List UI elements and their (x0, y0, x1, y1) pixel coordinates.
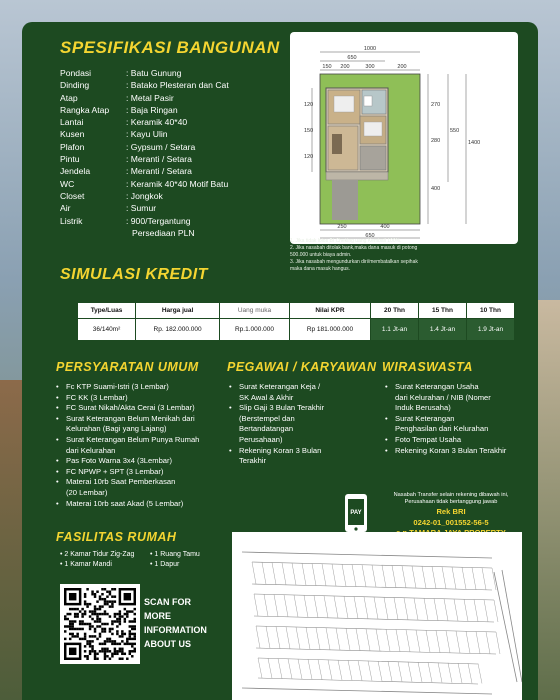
spec-key: Listrik (60, 215, 83, 226)
bank-name: Rek BRI (436, 506, 466, 516)
qr-code-icon (64, 588, 136, 660)
credit-table (77, 302, 515, 341)
col-harga: Harga jual (136, 303, 220, 319)
simulasi-title: SIMULASI KREDIT (60, 266, 208, 283)
col-uang-muka: Uang muka (220, 303, 290, 319)
scan-line: MORE (144, 611, 171, 621)
bank-note-2: Perusahaan tidak bertanggung jawab (404, 499, 498, 506)
spec-row (60, 165, 290, 177)
pay-phone-icon (342, 490, 372, 536)
spec-key (60, 227, 126, 239)
cell-harga: Rp. 182.000.000 (136, 319, 220, 341)
terms-notes (290, 238, 518, 273)
dim-bottom-2: 400 (380, 224, 390, 230)
carport (332, 180, 358, 220)
note-line: 2. Jika nasabah ditolak bank,maka dana masuk di potong (290, 245, 418, 251)
spec-key: Pondasi (60, 68, 92, 78)
dim-top-total: 1000 (363, 46, 377, 52)
scan-cta (144, 595, 219, 651)
scan-line: SCAN FOR (144, 597, 191, 607)
floor-plan-drawing (290, 32, 518, 244)
spec-row (60, 79, 290, 91)
wiraswasta-title: WIRASWASTA (382, 360, 473, 374)
spec-value: : Gypsum / Setara (126, 141, 196, 152)
list-item: • Slip Gaji 3 Bulan Terakhir (229, 403, 359, 414)
dim-right-mid: 550 (450, 128, 460, 134)
note-line: 1. Jika tidak lolos BI Cheking uang Kembali 100%. (290, 238, 402, 244)
spec-key: Pintu (60, 154, 80, 165)
cell-type: 36/140m² (78, 319, 136, 341)
list-item: SK Awal & Akhir (239, 392, 294, 402)
cell-20: 1.1 Jt-an (371, 319, 419, 341)
dim-left-3: 120 (304, 154, 314, 160)
dim-top-4: 200 (397, 64, 407, 70)
fasilitas-item: • 1 Kamar Mandi (60, 561, 112, 569)
spec-row (60, 153, 290, 165)
cell-15: 1.4 Jt-an (419, 319, 467, 341)
terrace (326, 172, 388, 180)
list-item: • Pas Foto Warna 3x4 (3Lembar) (56, 456, 236, 467)
cell-10: 1.9 Jt-an (466, 319, 514, 341)
dim-top-mid: 650 (347, 55, 357, 61)
dim-left-1: 120 (304, 102, 314, 108)
dim-top-3: 300 (365, 64, 375, 70)
col-15: 15 Thn (419, 303, 467, 319)
fasilitas-item: • 1 Ruang Tamu (150, 551, 200, 558)
list-item: dari Kelurahan (66, 445, 116, 455)
spec-value: : Batu Gunung (126, 68, 182, 78)
dim-right-2: 280 (431, 138, 441, 144)
spec-key: Plafon (60, 141, 85, 152)
list-item: • Surat Keterangan Belum Punya Rumah (56, 435, 236, 446)
table-row (78, 319, 515, 341)
list-item: dari Kelurahan / NIB (Nomer (395, 392, 491, 402)
spec-row (60, 227, 290, 239)
spec-value: : Meranti / Setara (126, 154, 192, 165)
spec-row (60, 128, 290, 140)
spec-row (60, 116, 290, 128)
list-item: • Surat Keterangan Keja / (229, 382, 359, 393)
bank-note-1: Nasabah Transfer selain rekening dibawah ini, (393, 492, 509, 498)
fasilitas-title: FASILITAS RUMAH (56, 530, 177, 544)
sofa (332, 134, 342, 154)
spec-row (60, 67, 290, 79)
dim-right-3: 400 (431, 186, 441, 192)
spec-row (60, 104, 290, 116)
list-item: • Rekening Koran 3 Bulan Terakhir (385, 446, 535, 457)
wiraswasta-list (385, 382, 535, 456)
cell-uang-muka: Rp.1.000.000 (220, 319, 290, 341)
spec-key: Lantai (60, 117, 84, 128)
spec-row (60, 141, 290, 153)
spec-value: : Sumur (126, 203, 157, 214)
list-item: Perusahaan) (239, 434, 283, 444)
spec-value: : Metal Pasir (126, 92, 174, 103)
spec-key: Jendela (60, 166, 91, 177)
dim-top-1: 150 (322, 64, 332, 70)
list-item: • Foto Tempat Usaha (385, 435, 535, 446)
note-line: 500.000 untuk biaya admin. (290, 252, 352, 258)
list-item: • Materai 10rb Saat Pemberkasan (56, 477, 236, 488)
spesifikasi-title: SPESIFIKASI BANGUNAN (60, 38, 280, 57)
floor-plan (290, 32, 518, 244)
dim-right-total: 1400 (468, 140, 481, 146)
list-item: • FC KK (3 Lembar) (56, 393, 236, 404)
spec-key: Rangka Atap (60, 104, 110, 115)
spec-value: : Meranti / Setara (126, 166, 192, 177)
spec-row (60, 215, 290, 227)
scan-line: INFORMATION (144, 625, 207, 635)
site-plan (232, 532, 522, 700)
pay-label: PAY (350, 510, 362, 516)
list-item: • FC NPWP + SPT (3 Lembar) (56, 467, 236, 478)
bank-account: 0242-01_001552-56-5 (413, 517, 489, 527)
brochure-card (22, 22, 538, 700)
spesifikasi-list (60, 67, 290, 239)
list-item: • Rekening Koran 3 Bulan (229, 446, 359, 457)
spec-value: : Baja Ringan (126, 104, 178, 115)
spec-key: WC (60, 178, 75, 189)
persyaratan-list (56, 382, 236, 509)
spec-key: Dinding (60, 80, 90, 91)
pegawai-title: PEGAWAI / KARYAWAN (227, 360, 377, 374)
cell-nilai-kpr: Rp 181.000.000 (289, 319, 370, 341)
col-nilai-kpr: Nilai KPR (289, 303, 370, 319)
list-item: Kelurahan (Bagi yang Lajang) (66, 424, 167, 434)
spec-row (60, 178, 290, 190)
list-item: • Surat Keterangan Usaha (385, 382, 535, 393)
col-10: 10 Thn (466, 303, 514, 319)
note-line: 3. Jika nasabah mengundurkan diri/membatalkan sepihak (290, 259, 418, 265)
list-item: • Surat Keterangan Belum Menikah dari (56, 414, 236, 425)
dim-right-1: 270 (431, 102, 441, 108)
spec-row (60, 92, 290, 104)
list-item: (Berstempel dan (239, 413, 295, 423)
col-type: Type/Luas (78, 303, 136, 319)
pegawai-list (229, 382, 359, 467)
list-item: Penghasilan dari Kelurahan (395, 424, 489, 434)
scan-line: ABOUT US (144, 639, 191, 649)
list-item: Induk Berusaha) (395, 403, 451, 413)
col-20: 20 Thn (371, 303, 419, 319)
fasilitas-list (60, 550, 200, 570)
list-item: • FC Surat Nikah/Akta Cerai (3 Lembar) (56, 403, 236, 414)
spec-row (60, 202, 290, 214)
spec-value: Persediaan PLN (132, 227, 195, 238)
room-kitchen (360, 146, 386, 170)
dim-left-2: 150 (304, 128, 314, 134)
spec-key: Kusen (60, 129, 85, 140)
list-item: • Materai 10rb saat Akad (5 Lembar) (56, 499, 236, 510)
spec-value: : Keramik 40*40 (126, 117, 188, 128)
persyaratan-title: PERSYARATAN UMUM (56, 360, 199, 374)
list-item: Bertandatangan (239, 424, 294, 434)
site-plan-drawing (232, 532, 522, 700)
list-item: • Fc KTP Suami-Istri (3 Lembar) (56, 382, 236, 393)
spec-key: Atap (60, 92, 78, 103)
spec-value: : Kayu Ulin (126, 129, 168, 140)
list-item: • Surat Keterangan (385, 414, 535, 425)
dim-bottom-total: 650 (365, 233, 375, 239)
spec-key: Closet (60, 190, 85, 201)
list-item: (20 Lembar) (66, 487, 108, 497)
fasilitas-item: • 2 Kamar Tidur Zig-Zag (60, 551, 135, 558)
spec-value: : Jongkok (126, 190, 163, 201)
spec-value: : Batako Plesteran dan Cat (126, 80, 229, 91)
fasilitas-item: • 1 Dapur (150, 561, 180, 569)
spec-value: : Keramik 40*40 Motif Batu (126, 178, 229, 189)
qr-code[interactable] (60, 584, 140, 664)
list-item: Terakhir (239, 456, 267, 466)
spec-value: : 900/Tergantung (126, 215, 191, 226)
spec-key: Air (60, 203, 71, 214)
dim-top-2: 200 (340, 64, 350, 70)
note-line: maka dana masuk hangus. (290, 266, 351, 272)
spec-row (60, 190, 290, 202)
dim-bottom-1: 250 (337, 224, 347, 230)
